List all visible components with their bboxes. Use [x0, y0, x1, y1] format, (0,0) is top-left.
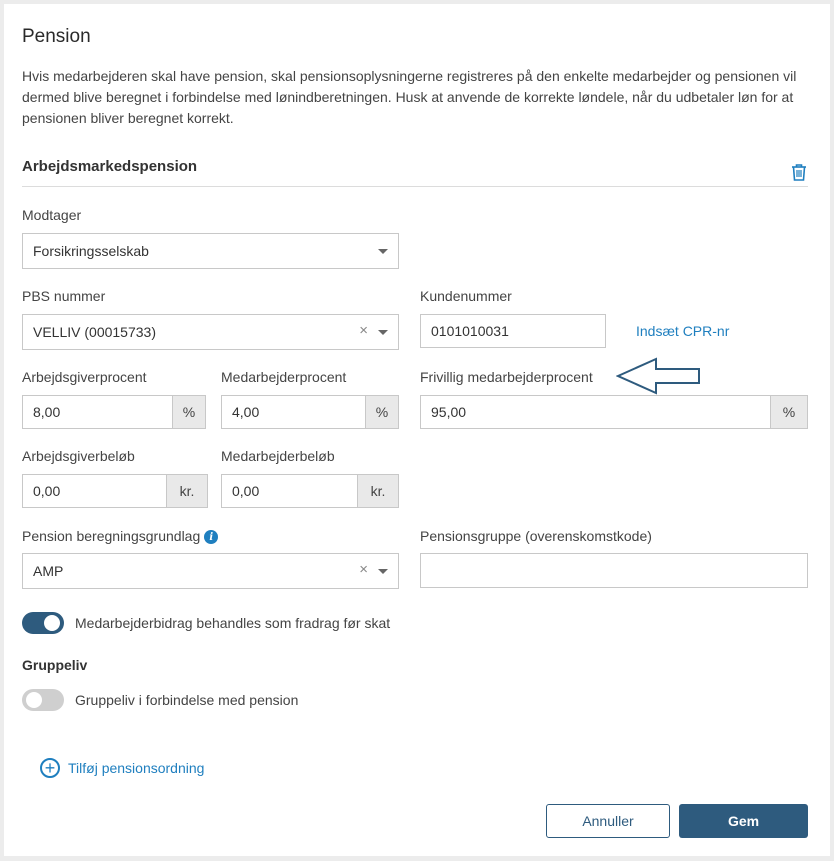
add-pension-label: Tilføj pensionsordning: [68, 760, 205, 776]
section-divider: [22, 186, 808, 187]
info-icon[interactable]: i: [204, 530, 218, 544]
percent-addon: %: [172, 395, 206, 429]
pensionsgruppe-input[interactable]: [420, 553, 808, 588]
trash-icon[interactable]: [790, 162, 808, 182]
grundlag-label: Pension beregningsgrundlag: [22, 528, 201, 544]
medarbejderprocent-field[interactable]: [221, 395, 399, 429]
kundenummer-input[interactable]: [420, 314, 606, 348]
grundlag-label-wrap: [22, 528, 218, 544]
grundlag-value: AMP: [33, 563, 64, 579]
pensionsgruppe-label: Pensionsgruppe (overenskomstkode): [420, 528, 652, 544]
modtager-label: Modtager: [22, 207, 82, 223]
save-button[interactable]: Gem: [679, 804, 808, 838]
toggle-knob: [44, 615, 60, 631]
clear-icon[interactable]: ×: [359, 561, 368, 578]
modtager-select[interactable]: [22, 233, 399, 269]
gruppeliv-toggle-label: Gruppeliv i forbindelse med pension: [75, 692, 299, 708]
dialog-description: Hvis medarbejderen skal have pension, skal pensionsoplysningerne registreres på den enkelte medarbejder og pensionen vil dermed blive beregnet i forbindelse med lønindberetningen. Husk at anvende de korrekte løndele, når du udbetaler løn for at pensionen bliver beregnet korrekt.: [22, 68, 797, 126]
insert-cpr-link[interactable]: Indsæt CPR-nr: [636, 323, 730, 339]
gruppeliv-toggle[interactable]: [22, 689, 64, 711]
modtager-value: Forsikringsselskab: [33, 243, 149, 259]
arbejdsgiverbelob-field[interactable]: [22, 474, 208, 508]
add-pension-link[interactable]: [40, 758, 204, 778]
kr-addon: kr.: [166, 474, 208, 508]
percent-addon: %: [770, 395, 808, 429]
kr-addon: kr.: [357, 474, 399, 508]
section-title: Arbejdsmarkedspension: [22, 158, 198, 175]
dialog-title: Pension: [22, 26, 91, 47]
pension-dialog: [4, 4, 830, 856]
clear-icon[interactable]: ×: [359, 322, 368, 339]
pbs-select[interactable]: [22, 314, 399, 350]
arbejdsgiverbelob-label: Arbejdsgiverbeløb: [22, 448, 135, 464]
medarbejderprocent-label: Medarbejderprocent: [221, 369, 347, 385]
kundenummer-label: Kundenummer: [420, 288, 512, 304]
pbs-value: VELLIV (00015733): [33, 324, 156, 340]
cancel-button[interactable]: Annuller: [546, 804, 670, 838]
chevron-down-icon: [378, 249, 388, 254]
arbejdsgiverprocent-field[interactable]: [22, 395, 206, 429]
medarbejderbelob-label: Medarbejderbeløb: [221, 448, 335, 464]
chevron-down-icon: [378, 569, 388, 574]
grundlag-select[interactable]: [22, 553, 399, 589]
medarbejderbelob-input[interactable]: 0,00: [221, 474, 357, 508]
frivillig-label: Frivillig medarbejderprocent: [420, 369, 593, 385]
kundenummer-value: 0101010031: [431, 323, 509, 339]
annotation-arrow-icon: [616, 356, 702, 396]
fradrag-toggle-label: Medarbejderbidrag behandles som fradrag før skat: [75, 615, 391, 631]
frivillig-field[interactable]: [420, 395, 808, 429]
percent-addon: %: [365, 395, 399, 429]
medarbejderprocent-input[interactable]: 4,00: [221, 395, 365, 429]
plus-circle-icon: +: [40, 758, 60, 778]
frivillig-input[interactable]: 95,00: [420, 395, 770, 429]
arbejdsgiverprocent-input[interactable]: 8,00: [22, 395, 172, 429]
pbs-label: PBS nummer: [22, 288, 106, 304]
gruppeliv-heading: Gruppeliv: [22, 657, 88, 673]
medarbejderbelob-field[interactable]: [221, 474, 399, 508]
toggle-knob: [26, 692, 42, 708]
arbejdsgiverbelob-input[interactable]: 0,00: [22, 474, 166, 508]
arbejdsgiverprocent-label: Arbejdsgiverprocent: [22, 369, 147, 385]
chevron-down-icon: [378, 330, 388, 335]
fradrag-toggle[interactable]: [22, 612, 64, 634]
